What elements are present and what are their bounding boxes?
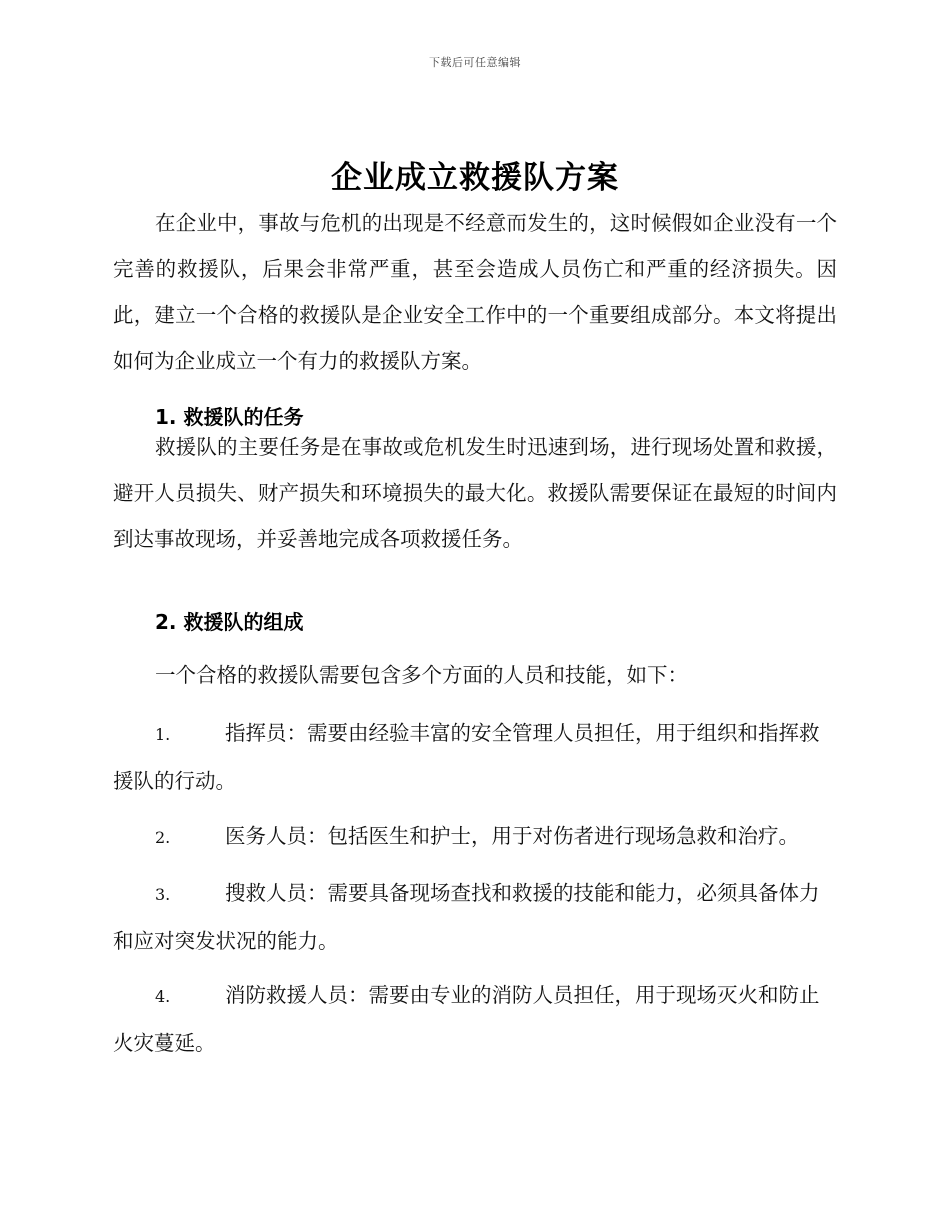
tasks-paragraph: 救援队的主要任务是在事故或危机发生时迅速到场，进行现场处置和救援，避开人员损失、财产损失和环境损失的最大化。救援队需要保证在最短的时间内到达事故现场，并妥善地完成各项救援任务。 bbox=[113, 435, 837, 551]
list-item bbox=[113, 710, 837, 804]
list-item-number: 1. bbox=[155, 725, 171, 744]
section-heading-tasks: 1. 救援队的任务 bbox=[155, 405, 304, 429]
list-item-number: 4. bbox=[155, 987, 171, 1006]
list-item-text: 搜救人员：需要具备现场查找和救援的技能和能力，必须具备体力和应对突发状况的能力。 bbox=[113, 881, 820, 953]
list-item-text: 医务人员：包括医生和护士，用于对伤者进行现场急救和治疗。 bbox=[225, 824, 799, 848]
document-title: 企业成立救援队方案 bbox=[331, 160, 619, 196]
list-item bbox=[113, 972, 837, 1066]
composition-paragraph: 一个合格的救援队需要包含多个方面的人员和技能，如下： bbox=[155, 663, 688, 687]
list-item-number: 2. bbox=[155, 828, 171, 847]
list-item bbox=[113, 813, 837, 861]
section-heading-composition: 2. 救援队的组成 bbox=[155, 610, 304, 634]
header-note: 下载后可任意编辑 bbox=[429, 56, 521, 69]
list-item bbox=[113, 870, 837, 964]
list-item-text: 消防救援人员：需要由专业的消防人员担任，用于现场灭火和防止火灾蔓延。 bbox=[113, 983, 820, 1055]
intro-paragraph: 在企业中，事故与危机的出现是不经意而发生的，这时候假如企业没有一个完善的救援队，后果会非常严重，甚至会造成人员伤亡和严重的经济损失。因此，建立一个合格的救援队是企业安全工作中的一个重要组成部分。本文将提出如何为企业成立一个有力的救援队方案。 bbox=[113, 211, 837, 373]
list-item-number: 3. bbox=[155, 885, 171, 904]
list-item-text: 指挥员：需要由经验丰富的安全管理人员担任，用于组织和指挥救援队的行动。 bbox=[113, 721, 820, 793]
